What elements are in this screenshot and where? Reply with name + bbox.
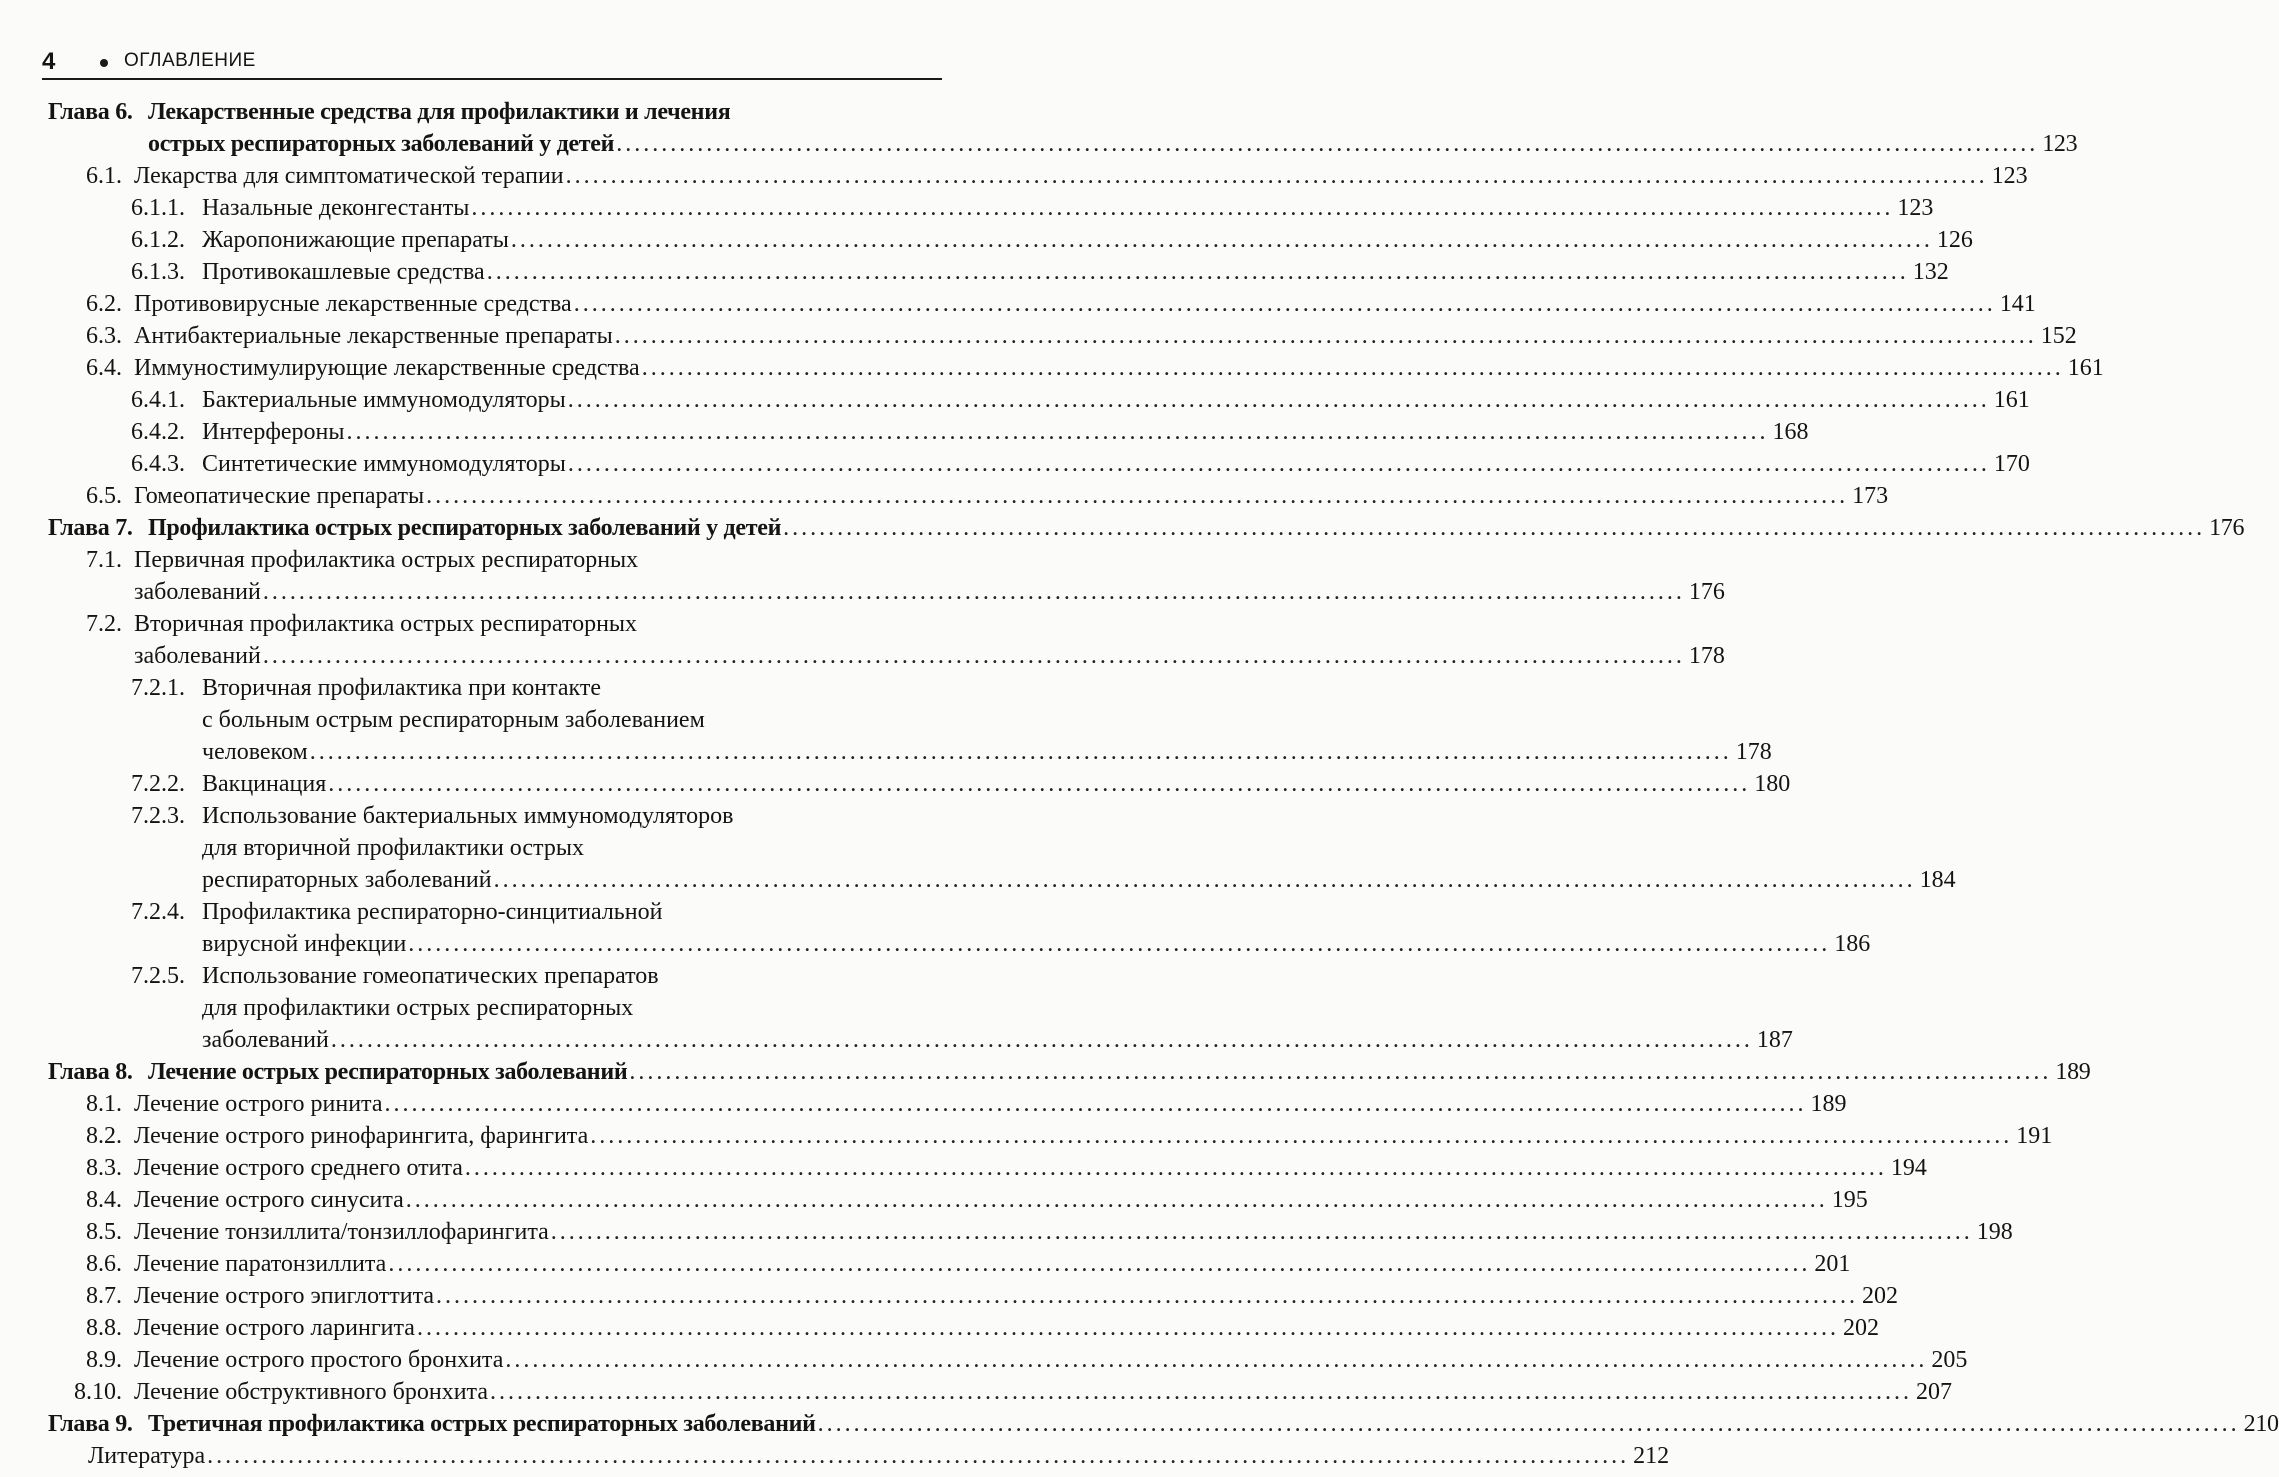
toc-entry-title: Лекарственные средства для профилактики и лечения <box>148 99 731 125</box>
dot-leader: .............................................................................................................................................................. <box>330 1027 1753 1053</box>
toc-page-number: 205 <box>1931 1347 1968 1373</box>
toc-page-number: 176 <box>1688 579 1725 605</box>
toc-entry[interactable] <box>0 416 1809 448</box>
dot-leader: .............................................................................................................................................................. <box>505 1347 1928 1373</box>
toc-page-number: 170 <box>1993 451 2030 477</box>
dot-leader: .............................................................................................................................................................. <box>565 163 1988 189</box>
toc-entry-title: Антибактериальные лекарственные препараты <box>134 323 613 349</box>
dot-leader: .............................................................................................................................................................. <box>510 227 1933 253</box>
toc-entry[interactable] <box>0 1312 1879 1344</box>
toc-entry-number: 7.1. <box>86 547 122 573</box>
dot-leader: .............................................................................................................................................................. <box>493 867 1916 893</box>
toc-entry[interactable] <box>0 352 2104 384</box>
dot-leader: .............................................................................................................................................................. <box>328 771 1751 797</box>
toc-entry-title: человеком <box>202 739 308 765</box>
toc-entry[interactable] <box>0 448 2030 480</box>
toc-entry-number: 8.1. <box>86 1091 122 1117</box>
toc-page-number: 201 <box>1814 1251 1851 1277</box>
toc-entry-title: Третичная профилактика острых респираторных заболеваний <box>148 1411 816 1437</box>
toc-entry-number: 6.4.1. <box>131 387 185 413</box>
toc-entry-title: заболеваний <box>202 1027 329 1053</box>
toc-entry-number: 8.9. <box>86 1347 122 1373</box>
toc-entry-number: 7.2.1. <box>131 675 185 701</box>
toc-entry[interactable] <box>0 224 1973 256</box>
page-header <box>42 44 942 80</box>
toc-page-number: 168 <box>1772 419 1809 445</box>
toc-entry-title: для профилактики острых респираторных <box>202 995 634 1021</box>
dot-leader: .............................................................................................................................................................. <box>614 323 2037 349</box>
toc-entry[interactable] <box>0 1152 1927 1184</box>
toc-entry-title: для вторичной профилактики острых <box>202 835 584 861</box>
toc-entry-title: Жаропонижающие препараты <box>202 227 509 253</box>
dot-leader: .............................................................................................................................................................. <box>262 579 1685 605</box>
toc-entry-number: 6.5. <box>86 483 122 509</box>
toc-entry-number: 6.1.1. <box>131 195 185 221</box>
dot-leader: .............................................................................................................................................................. <box>436 1283 1859 1309</box>
toc-entry-title: Противокашлевые средства <box>202 259 485 285</box>
toc-entry[interactable] <box>0 320 2077 352</box>
toc-entry-number: 6.1. <box>86 163 122 189</box>
toc-entry[interactable] <box>0 1248 1851 1280</box>
toc-entry-number: 7.2.5. <box>131 963 185 989</box>
toc-entry[interactable] <box>0 1280 1899 1312</box>
page-number: 4 <box>42 48 56 75</box>
toc-entry-number: Глава 7. <box>48 515 133 541</box>
toc-page-number: 123 <box>2042 131 2078 157</box>
toc-entry-title: Лечение обструктивного бронхита <box>134 1379 488 1405</box>
toc-page-number: 123 <box>1897 195 1934 221</box>
dot-leader: .............................................................................................................................................................. <box>388 1251 1811 1277</box>
toc-entry-number: 8.4. <box>86 1187 122 1213</box>
toc-page-number: 212 <box>1633 1443 1670 1469</box>
toc-entry[interactable] <box>0 1056 2091 1088</box>
toc-page-number: 176 <box>2209 515 2245 541</box>
toc-entry-title: Интерфероны <box>202 419 345 445</box>
toc-page-number: 184 <box>1919 867 1956 893</box>
toc-entry-title: Литература <box>88 1443 206 1469</box>
toc-entry[interactable] <box>0 1088 1847 1120</box>
toc-page-number: 173 <box>1852 483 1889 509</box>
toc-entry-number: 7.2.3. <box>131 803 185 829</box>
toc-entry-title: Лечение острого простого бронхита <box>134 1347 504 1373</box>
toc-page-number: 186 <box>1834 931 1871 957</box>
toc-entry[interactable] <box>0 256 1949 288</box>
toc-page-number: 141 <box>1999 291 2036 317</box>
toc-page-number: 161 <box>2067 355 2104 381</box>
toc-entry-number: 6.4.3. <box>131 451 185 477</box>
toc-entry-title: заболеваний <box>134 643 261 669</box>
toc-page-number: 161 <box>1993 387 2030 413</box>
toc-page-number: 189 <box>2055 1059 2091 1085</box>
toc-page-number: 189 <box>1810 1091 1847 1117</box>
dot-leader: .............................................................................................................................................................. <box>573 291 1996 317</box>
toc-entry[interactable] <box>0 608 1725 672</box>
toc-entry-number: 8.7. <box>86 1283 122 1309</box>
toc-entry-title: Вторичная профилактика при контакте <box>202 675 602 701</box>
dot-leader: .............................................................................................................................................................. <box>262 643 1685 669</box>
toc-entry-number: 8.5. <box>86 1219 122 1245</box>
toc-entry-number: 7.2.4. <box>131 899 185 925</box>
toc-entry-title: Лечение тонзиллита/тонзиллофарингита <box>134 1219 549 1245</box>
toc-page-number: 178 <box>1688 643 1725 669</box>
toc-page-number: 126 <box>1936 227 1973 253</box>
toc-page-number: 132 <box>1912 259 1949 285</box>
toc-entry[interactable] <box>0 768 1791 800</box>
toc-entry[interactable] <box>0 512 2245 544</box>
toc-entry-number: 6.2. <box>86 291 122 317</box>
dot-leader: .............................................................................................................................................................. <box>817 1411 2240 1437</box>
toc-entry-title: Бактериальные иммуномодуляторы <box>202 387 566 413</box>
dot-leader: .............................................................................................................................................................. <box>641 355 2064 381</box>
toc-entry-title: Лечение острого среднего отита <box>134 1155 463 1181</box>
toc-entry[interactable] <box>0 384 2030 416</box>
dot-leader: .............................................................................................................................................................. <box>405 1187 1828 1213</box>
dot-leader: .............................................................................................................................................................. <box>550 1219 1973 1245</box>
toc-entry-title: Вторичная профилактика острых респираторных <box>134 611 638 637</box>
toc-entry-number: 6.1.2. <box>131 227 185 253</box>
toc-entry-number: 6.1.3. <box>131 259 185 285</box>
toc-entry-title: Использование гомеопатических препаратов <box>202 963 659 989</box>
dot-leader: .............................................................................................................................................................. <box>416 1315 1839 1341</box>
dot-leader: .............................................................................................................................................................. <box>384 1091 1807 1117</box>
toc-page-number: 187 <box>1756 1027 1793 1053</box>
toc-entry-title: Профилактика острых респираторных заболеваний у детей <box>148 515 782 541</box>
toc-entry[interactable] <box>0 672 1772 768</box>
toc-entry[interactable] <box>0 1376 1952 1408</box>
toc-entry-number: 8.3. <box>86 1155 122 1181</box>
toc-entry-number: 6.3. <box>86 323 122 349</box>
dot-leader: .............................................................................................................................................................. <box>590 1123 2013 1149</box>
toc-entry[interactable] <box>0 1408 2279 1440</box>
toc-page-number: 198 <box>1976 1219 2013 1245</box>
dot-leader: .............................................................................................................................................................. <box>490 1379 1912 1405</box>
toc-entry-title: Иммуностимулирующие лекарственные средства <box>134 355 640 381</box>
toc-entry[interactable] <box>0 1440 1670 1472</box>
toc-entry[interactable] <box>0 960 1793 1056</box>
toc-entry-number: Глава 8. <box>48 1059 133 1085</box>
toc-entry[interactable] <box>0 160 2028 192</box>
toc-page-number: 202 <box>1842 1315 1879 1341</box>
toc-entry-number: 8.8. <box>86 1315 122 1341</box>
toc-entry-title: Лечение острых респираторных заболеваний <box>148 1059 628 1085</box>
toc-entry-number: 7.2.2. <box>131 771 185 797</box>
toc-entry-number: 8.10. <box>74 1379 122 1405</box>
dot-leader: .............................................................................................................................................................. <box>464 1155 1887 1181</box>
toc-entry[interactable] <box>0 96 2078 160</box>
dot-leader: .............................................................................................................................................................. <box>207 1443 1630 1469</box>
toc-page-number: 123 <box>1991 163 2028 189</box>
dot-leader: .............................................................................................................................................................. <box>309 739 1732 765</box>
toc-entry-title: респираторных заболеваний <box>202 867 492 893</box>
toc-entry-number: Глава 6. <box>48 99 133 125</box>
toc-entry-title: Назальные деконгестанты <box>202 195 470 221</box>
toc-entry[interactable] <box>0 288 2036 320</box>
toc-entry[interactable] <box>0 800 1956 896</box>
toc-entry-title: Лечение острого синусита <box>134 1187 404 1213</box>
toc-entry-number: 6.4. <box>86 355 122 381</box>
dot-leader: .............................................................................................................................................................. <box>783 515 2206 541</box>
toc-entry-title: Лечение острого ларингита <box>134 1315 415 1341</box>
toc-entry-title: Использование бактериальных иммуномодуляторов <box>202 803 734 829</box>
toc-entry[interactable] <box>0 1184 1868 1216</box>
toc-page-number: 210 <box>2243 1411 2279 1437</box>
toc-entry-title: вирусной инфекции <box>202 931 407 957</box>
toc-page-number: 180 <box>1754 771 1791 797</box>
toc-entry-title: Гомеопатические препараты <box>134 483 425 509</box>
toc-entry[interactable] <box>0 896 1871 960</box>
toc-page-number: 194 <box>1890 1155 1927 1181</box>
toc-entry-number: 8.2. <box>86 1123 122 1149</box>
toc-entry-title: Синтетические иммуномодуляторы <box>202 451 566 477</box>
bullet-icon <box>100 59 108 67</box>
toc-entry-title: Лечение паратонзиллита <box>134 1251 387 1277</box>
toc-entry-title: с больным острым респираторным заболеванием <box>202 707 705 733</box>
dot-leader: .............................................................................................................................................................. <box>471 195 1894 221</box>
toc-entry-number: 6.4.2. <box>131 419 185 445</box>
toc-entry-number: Глава 9. <box>48 1411 133 1437</box>
toc-entry-title: Вакцинация <box>202 771 327 797</box>
toc-page-number: 202 <box>1862 1283 1899 1309</box>
running-title: ОГЛАВЛЕНИЕ <box>124 50 256 71</box>
table-of-contents <box>0 96 2279 1472</box>
toc-entry-title: Профилактика респираторно-синцитиальной <box>202 899 663 925</box>
dot-leader: .............................................................................................................................................................. <box>567 451 1990 477</box>
dot-leader: .............................................................................................................................................................. <box>408 931 1831 957</box>
toc-entry[interactable] <box>0 1216 2013 1248</box>
toc-entry[interactable] <box>0 1344 1968 1376</box>
toc-entry-title: Лечение острого эпиглоттита <box>134 1283 435 1309</box>
toc-entry-number: 8.6. <box>86 1251 122 1277</box>
dot-leader: .............................................................................................................................................................. <box>426 483 1849 509</box>
toc-entry-title: Первичная профилактика острых респираторных <box>134 547 639 573</box>
toc-page-number: 178 <box>1735 739 1772 765</box>
toc-entry-title: Лекарства для симптоматической терапии <box>134 163 564 189</box>
dot-leader: .............................................................................................................................................................. <box>567 387 1990 413</box>
toc-entry-title: Лечение острого ринофарингита, фарингита <box>134 1123 589 1149</box>
toc-page-number: 191 <box>2016 1123 2053 1149</box>
toc-entry-title: острых респираторных заболеваний у детей <box>148 131 615 157</box>
toc-entry[interactable] <box>0 1120 2053 1152</box>
toc-entry[interactable] <box>0 544 1725 608</box>
dot-leader: .............................................................................................................................................................. <box>486 259 1909 285</box>
toc-page-number: 152 <box>2040 323 2077 349</box>
toc-entry-title: Противовирусные лекарственные средства <box>134 291 572 317</box>
toc-entry-title: Лечение острого ринита <box>134 1091 383 1117</box>
toc-entry-title: заболеваний <box>134 579 261 605</box>
toc-page-number: 207 <box>1916 1379 1952 1405</box>
dot-leader: .............................................................................................................................................................. <box>629 1059 2052 1085</box>
dot-leader: .............................................................................................................................................................. <box>346 419 1769 445</box>
toc-entry[interactable] <box>0 192 1934 224</box>
toc-page-number: 195 <box>1831 1187 1868 1213</box>
dot-leader: .............................................................................................................................................................. <box>616 131 2039 157</box>
toc-entry[interactable] <box>0 480 1889 512</box>
toc-entry-number: 7.2. <box>86 611 122 637</box>
